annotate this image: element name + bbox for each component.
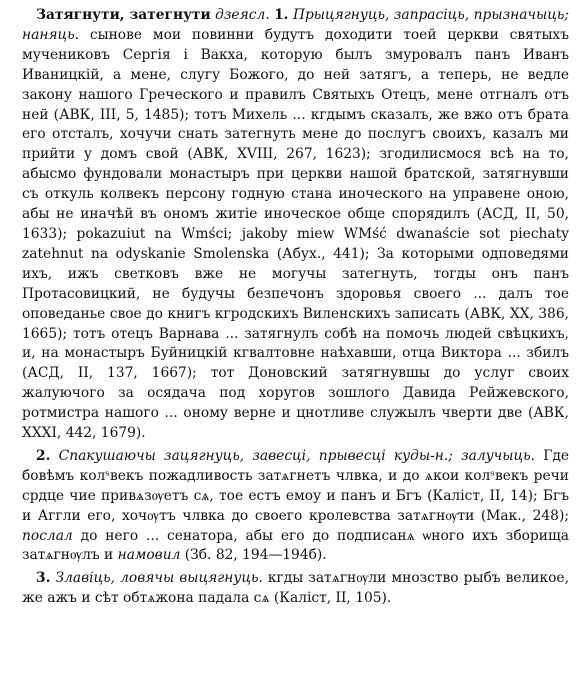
- sense-2-definition: Спакушаючы зацягнуць, завесці, прывесці куды-н.; залучыць.: [58, 447, 535, 464]
- sense-2-citations-end: (Зб. 82, 194—194б).: [184, 547, 327, 564]
- sense-2-paragraph: [22, 447, 569, 566]
- sense-2-italic-word: послал: [22, 527, 73, 544]
- sense-1-paragraph: [22, 6, 569, 444]
- sense-3-paragraph: [22, 569, 569, 609]
- sense-2-citations-cont: до него ... сенатора, абы его до подписанѧ ѡного ихъ зборища затѧгнѹлъ и: [22, 527, 570, 564]
- sense-1-citations: сынове мои повинни будутъ доходити тоей церкви святыхъ мучениковъ Сергія і Вакха, которую былъ змуровалъ панъ Иванъ Иваницкій, а мене, слугу Божого, до ней затягъ, а теперь, не ведле закону нашого Греческого и правилъ Святыхъ Отецъ, мене отгналъ отъ ней (АВК, III, 5, 1485); тотъ Михель ... кгдымъ сказалъ, же вжо отъ брата его отсталъ, хочучи снать затегнуть мене до послугъ своихъ, казалъ ми прийти у домъ свой (АВК, XVIII, 267, 1623); згодилисмося всѣ на то, абысмо фундовали монастыръ при церкви нашой братской, затягнувши съ откуль колвекъ персону годную стана иноческого на управене оною, абы не иначѣй въ ономъ житіе иноческое обще спорядилъ (АСД, II, 50, 1633); pokazuiut na Wmści; jakoby miew WMść dwanaście sot piechaty zatehnut na odyskanie Smolenska (Абух., 441); За которыми одповедями ихъ, ижъ светковъ вже не могучы затегнуть, тогды онъ панъ Протасовицкий, не будучы безпечонъ здоровья своего ... далъ тое оповеданье свое до книгъ кгродскихъ Виленскихъ записать (АВК, XX, 386, 1665); тотъ отецъ Варнава ... затягнулъ собѣ на помочь людей свѣцкихъ, и, на монастыръ Буйницкій кгвалтовне наѣхавши, отца Виктора ... збилъ (АСД, II, 137, 1667); тот Доновский затягнувшы до услуг своих жалуючого за осядача под хоругов зошлого Давида Рейжевского, ротмистра нашого ... оному верне и цнотливе служылъ чверти две (АВК, XXXI, 442, 1679).: [22, 26, 569, 442]
- sense-3-citations: кгды затѧгнѹли мнозство рыбъ великое, же ажъ и сѣт обтѧжона падала сѧ (Каліст, II, 105).: [22, 570, 569, 607]
- sense-3-definition: Злавіць, ловячы выцягнуць.: [55, 570, 263, 587]
- sense-2-italic-word-2: намовил: [117, 547, 181, 564]
- sense-1-definition: Прыцягнуць, запрасіць, прызначыць; наняць.: [22, 7, 570, 43]
- part-of-speech: дзеясл.: [215, 7, 270, 23]
- sense-2-number: 2.: [36, 447, 51, 464]
- sense-2-citations: Где бовѣмъ колˢвекъ пожадливость затѧгнетъ члвка, и до ѧкои колˢвекъ речи срдце чие привѧзѹетъ сѧ, тое естъ емоу и панъ и Бгъ (Каліст, II, 14); Бгъ и Аггли его, хочѹтъ члвка до своего кролевства затѧгнѹти (Мак., 248);: [22, 447, 569, 524]
- sense-1-number: 1.: [274, 7, 289, 23]
- headword: Затягнути, затегнути: [36, 7, 211, 23]
- sense-3-number: 3.: [36, 570, 51, 587]
